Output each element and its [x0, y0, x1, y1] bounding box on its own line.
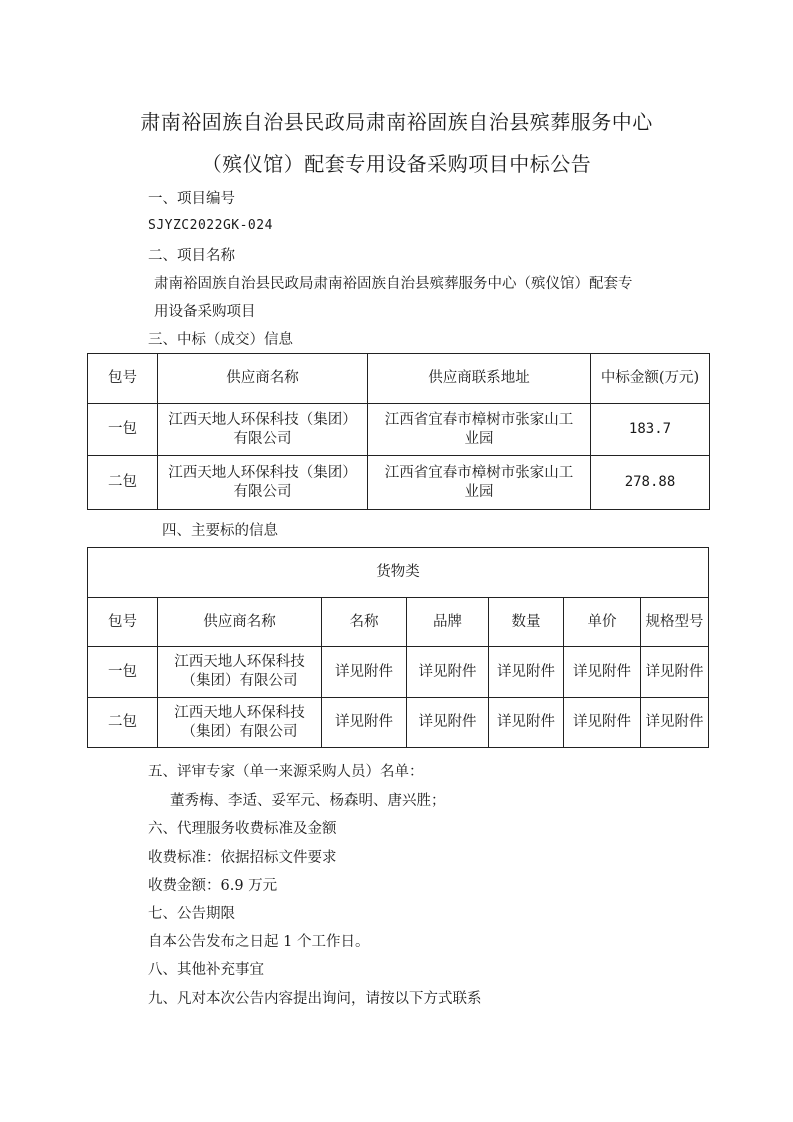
- expert-list: 董秀梅、李适、妥军元、杨森明、唐兴胜；: [170, 793, 446, 809]
- table-row: [88, 647, 709, 698]
- fee-amount: 收费金额：6.9 万元: [148, 878, 278, 894]
- header-address: 供应商联系地址: [368, 354, 591, 404]
- project-name-line-1: 肃南裕固族自治县民政局肃南裕固族自治县殡葬服务中心（殡仪馆）配套专: [154, 276, 633, 292]
- section-2-heading: 二、项目名称: [148, 248, 235, 264]
- supplier-cell: [158, 404, 368, 456]
- section-6-heading: 六、代理服务收费标准及金额: [148, 821, 337, 837]
- supplier-name-line-2: （集团）有限公司: [181, 673, 298, 689]
- notice-period: 自本公告发布之日起 1 个工作日。: [148, 934, 370, 950]
- package-cell: 二包: [88, 698, 158, 748]
- address-line-1: 江西省宜春市樟树市张家山工: [384, 411, 574, 428]
- section-3-heading: 三、中标（成交）信息: [148, 332, 293, 348]
- supplier-cell: [158, 698, 322, 748]
- header-brand: 品牌: [407, 598, 489, 647]
- header-spec: 规格型号: [641, 598, 709, 647]
- price-cell: 详见附件: [564, 698, 641, 748]
- award-table-header: [88, 354, 710, 404]
- goods-category: 货物类: [88, 548, 709, 598]
- brand-cell: 详见附件: [407, 647, 489, 698]
- title-line-1: 肃南裕固族自治县民政局肃南裕固族自治县殡葬服务中心: [140, 110, 653, 134]
- table-row: [88, 456, 710, 510]
- supplier-name-line-2: （集团）有限公司: [181, 723, 298, 740]
- supplier-name-line-1: 江西天地人环保科技（集团）: [168, 464, 357, 481]
- supplier-cell: [158, 647, 322, 698]
- table-row: [88, 404, 710, 456]
- supplier-name-line-1: 江西天地人环保科技: [174, 704, 305, 721]
- header-quantity: 数量: [489, 598, 564, 647]
- section-9-heading: 九、凡对本次公告内容提出询问，请按以下方式联系: [148, 991, 482, 1007]
- section-7-heading: 七、公告期限: [148, 906, 235, 922]
- project-name-line-2: 用设备采购项目: [154, 304, 256, 320]
- package-cell: 二包: [88, 456, 158, 510]
- name-cell: 详见附件: [322, 647, 407, 698]
- header-price: 单价: [564, 598, 641, 647]
- header-amount: 中标金额(万元): [591, 354, 710, 404]
- supplier-name-line-2: 有限公司: [233, 483, 292, 500]
- price-cell: 详见附件: [564, 647, 641, 698]
- project-number: SJYZC2022GK-024: [148, 218, 273, 233]
- header-supplier: 供应商名称: [158, 598, 322, 647]
- supplier-cell: [158, 456, 368, 510]
- amount-cell: 278.88: [591, 456, 710, 510]
- package-cell: 一包: [88, 647, 158, 698]
- quantity-cell: 详见附件: [489, 647, 564, 698]
- section-5-heading: 五、评审专家（单一来源采购人员）名单：: [148, 764, 424, 780]
- address-line-2: 业园: [464, 430, 494, 447]
- package-cell: 一包: [88, 404, 158, 456]
- header-package: 包号: [88, 354, 158, 404]
- brand-cell: 详见附件: [407, 698, 489, 748]
- spec-cell: 详见附件: [641, 647, 709, 698]
- spec-cell: 详见附件: [641, 698, 709, 748]
- name-cell: 详见附件: [322, 698, 407, 748]
- address-cell: [368, 456, 591, 510]
- goods-table-header: [88, 598, 709, 647]
- supplier-name-line-2: 有限公司: [233, 430, 292, 447]
- section-8-heading: 八、其他补充事宜: [148, 962, 264, 978]
- amount-cell: 183.7: [591, 404, 710, 456]
- goods-table: [87, 547, 709, 748]
- section-4-heading: 四、主要标的信息: [162, 523, 278, 539]
- title-line-2: （殡仪馆）配套专用设备采购项目中标公告: [201, 152, 592, 176]
- goods-category-row: [88, 548, 709, 598]
- quantity-cell: 详见附件: [489, 698, 564, 748]
- table-row: [88, 698, 709, 748]
- header-supplier: 供应商名称: [158, 354, 368, 404]
- address-cell: [368, 404, 591, 456]
- fee-standard: 收费标准：依据招标文件要求: [148, 850, 337, 866]
- award-table: [87, 353, 710, 510]
- supplier-name-line-1: 江西天地人环保科技（集团）: [168, 411, 357, 428]
- supplier-name-line-1: 江西天地人环保科技: [174, 654, 305, 670]
- header-package: 包号: [88, 598, 158, 647]
- address-line-2: 业园: [464, 483, 494, 500]
- section-1-heading: 一、项目编号: [148, 191, 235, 207]
- address-line-1: 江西省宜春市樟树市张家山工: [384, 464, 574, 481]
- header-name: 名称: [322, 598, 407, 647]
